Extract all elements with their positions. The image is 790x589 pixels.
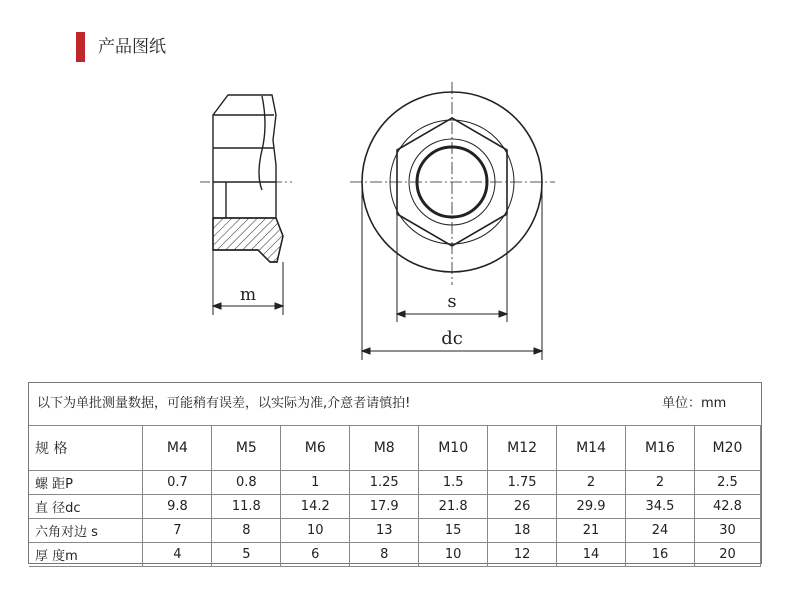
notice-row — [29, 383, 761, 426]
top-view — [350, 82, 555, 285]
dimension-label-m: m — [239, 285, 257, 305]
table-cell: 21 — [557, 519, 626, 543]
table-cell: 14 — [557, 543, 626, 567]
table-cell: 4 — [143, 543, 212, 567]
dimension-label-dc: dc — [441, 328, 463, 349]
table-cell: 17.9 — [350, 495, 419, 519]
table-cell: 0.8 — [212, 471, 281, 495]
table-cell: 1.25 — [350, 471, 419, 495]
table-cell: 13 — [350, 519, 419, 543]
table-row — [29, 519, 761, 543]
table-cell: 1.5 — [419, 471, 488, 495]
row-label: 直 径dc — [29, 495, 143, 519]
table-cell: 29.9 — [557, 495, 626, 519]
table-cell: 12 — [488, 543, 557, 567]
row-label: 六角对边 s — [29, 519, 143, 543]
table-cell: 9.8 — [143, 495, 212, 519]
size-header-cell: M8 — [350, 426, 419, 471]
table-cell: 1.75 — [488, 471, 557, 495]
size-header-cell: M20 — [694, 426, 760, 471]
table-cell: 10 — [419, 543, 488, 567]
size-header-label: 规 格 — [29, 426, 143, 471]
size-header-row — [29, 426, 761, 471]
table-cell: 30 — [694, 519, 760, 543]
table-cell: 0.7 — [143, 471, 212, 495]
dimension-label-s: s — [447, 291, 457, 312]
table-cell: 14.2 — [281, 495, 350, 519]
size-header-cell: M12 — [488, 426, 557, 471]
table-cell: 15 — [419, 519, 488, 543]
table-cell: 24 — [626, 519, 695, 543]
side-view — [200, 95, 292, 262]
unit-text: 单位：mm — [662, 396, 727, 411]
spec-grid — [29, 426, 761, 567]
table-cell: 6 — [281, 543, 350, 567]
table-cell: 2.5 — [694, 471, 760, 495]
table-cell: 7 — [143, 519, 212, 543]
size-header-cell: M5 — [212, 426, 281, 471]
table-cell: 8 — [212, 519, 281, 543]
table-cell: 26 — [488, 495, 557, 519]
table-cell: 18 — [488, 519, 557, 543]
size-header-cell: M4 — [143, 426, 212, 471]
table-cell: 10 — [281, 519, 350, 543]
table-cell: 1 — [281, 471, 350, 495]
table-row — [29, 471, 761, 495]
notice-text: 以下为单批测量数据，可能稍有误差，以实际为准,介意者请慎拍! — [37, 396, 411, 411]
table-cell: 16 — [626, 543, 695, 567]
spec-table — [28, 382, 762, 564]
table-cell: 2 — [626, 471, 695, 495]
table-cell: 8 — [350, 543, 419, 567]
table-cell: 11.8 — [212, 495, 281, 519]
size-header-cell: M6 — [281, 426, 350, 471]
table-cell: 21.8 — [419, 495, 488, 519]
table-cell: 20 — [694, 543, 760, 567]
table-row — [29, 495, 761, 519]
table-cell: 2 — [557, 471, 626, 495]
table-cell: 34.5 — [626, 495, 695, 519]
section-title: 产品图纸 — [98, 37, 166, 57]
table-cell: 5 — [212, 543, 281, 567]
row-label: 厚 度m — [29, 543, 143, 567]
table-cell: 42.8 — [694, 495, 760, 519]
size-header-cell: M14 — [557, 426, 626, 471]
table-row — [29, 543, 761, 567]
size-header-cell: M16 — [626, 426, 695, 471]
row-label: 螺 距P — [29, 471, 143, 495]
size-header-cell: M10 — [419, 426, 488, 471]
